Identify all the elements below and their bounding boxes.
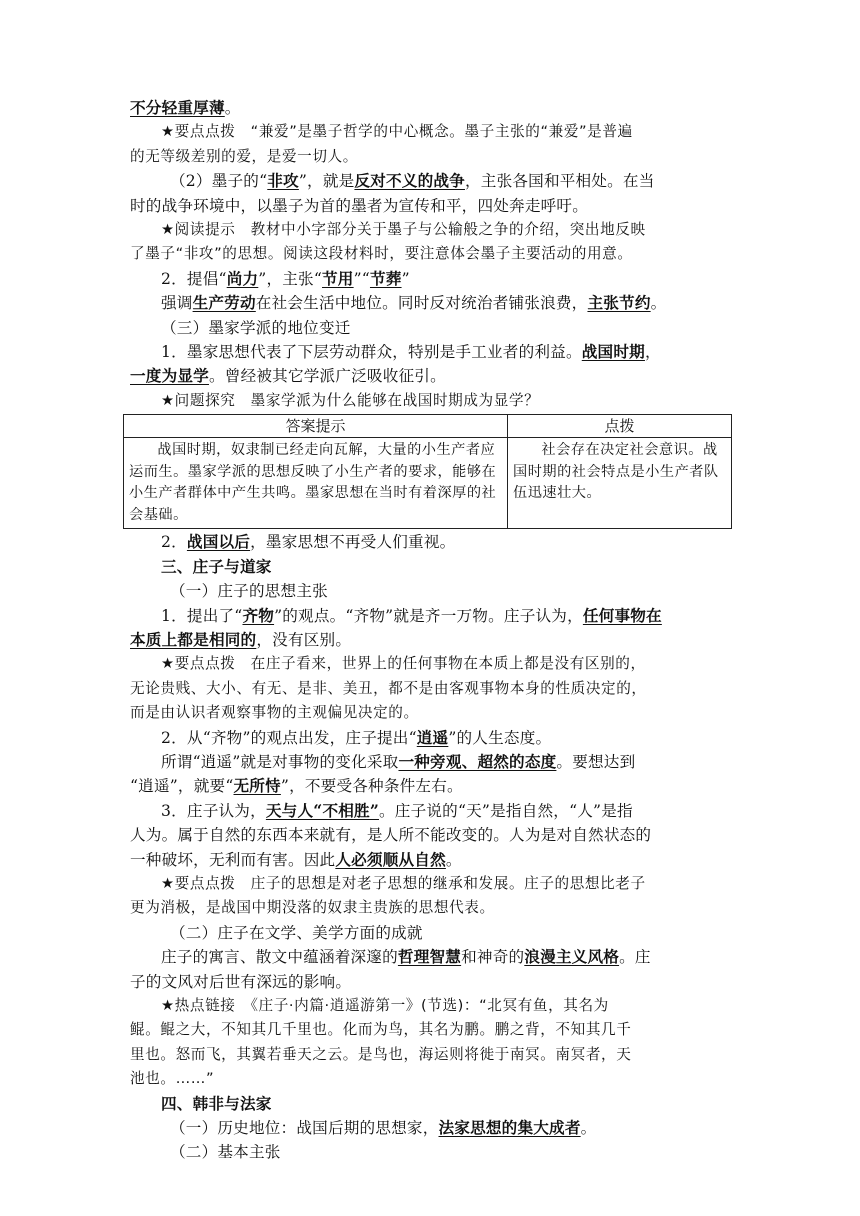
tip-line: 了墨子“非攻”的思想。阅读这段材料时，要注意体会墨子主要活动的用意。: [130, 245, 633, 263]
section-heading: （三）墨家学派的地位变迁: [161, 318, 351, 337]
paragraph-line: 2．提倡“尚力”，主张“节用”“节葬”: [161, 268, 410, 288]
quote-line: 鲲。鲲之大，不知其几千里也。化而为鸟，其名为鹏。鹏之背，不知其几千: [130, 1021, 632, 1039]
key-point: 法家思想的集大成者: [438, 1118, 581, 1138]
key-point: 一种旁观、超然的态度: [398, 751, 557, 771]
subsection-heading: （一）庄子的思想主张: [170, 582, 328, 601]
quote-line: 池也。……”: [130, 1070, 215, 1088]
tip-line: 的无等级差别的爱，是爱一切人。: [130, 147, 358, 165]
tip-line: ★要点点拨 在庄子看来，世界上的任何事物在本质上都是没有区别的，: [161, 655, 646, 673]
tip-line: 而是由认识者观察事物的主观偏见决定的。: [130, 704, 419, 722]
tip-cell: 社会存在决定社会意识。战国时期的社会特点是小生产者队伍迅速壮大。: [508, 438, 732, 529]
paragraph-line: 1．墨家思想代表了下层劳动群众，特别是手工业者的利益。战国时期，: [161, 342, 661, 362]
tip-line: 更为消极，是战国中期没落的奴隶主贵族的思想代表。: [130, 899, 495, 917]
paragraph-line: （2）墨子的“非攻”，就是反对不义的战争，主张各国和平相处。在当: [170, 171, 655, 191]
quote-line: ★热点链接 《庄子·内篇·逍遥游第一》(节选)：“北冥有鱼，其名为: [161, 997, 609, 1014]
paragraph-line: 人为。属于自然的东西本来就有，是人所不能改变的。人为是对自然状态的: [130, 826, 652, 845]
paragraph-line: 强调生产劳动在社会生活中地位。同时反对统治者铺张浪费，主张节约。: [161, 293, 667, 313]
table-header: 答案提示: [124, 415, 508, 438]
key-point: 生产劳动: [192, 293, 256, 313]
question-line: ★问题探究 墨家学派为什么能够在战国时期成为显学？: [161, 391, 540, 409]
key-point: 一度为显学: [130, 366, 209, 386]
key-point: 反对不义的战争: [354, 171, 465, 191]
paragraph-line: 时的战争环境中，以墨子为首的墨者为宣传和平，四处奔走呼吁。: [130, 196, 589, 215]
key-point: 节葬: [369, 268, 402, 288]
key-point: 浪漫主义风格: [524, 947, 620, 967]
key-point: 主张节约: [587, 293, 651, 313]
paragraph-line: （一）历史地位：战国后期的思想家，法家思想的集大成者。: [170, 1118, 597, 1138]
key-point: 尚力: [226, 268, 259, 288]
key-point: 非攻: [267, 171, 299, 191]
quote-line: 里也。怒而飞，其翼若垂天之云。是鸟也，海运则将徙于南冥。南冥者，天: [130, 1045, 632, 1063]
key-point: 逍遥: [416, 727, 449, 747]
section-heading: 四、韩非与法家: [161, 1093, 272, 1113]
paragraph-line: “逍遥”，就要“无所恃”，不要受各种条件左右。: [130, 776, 463, 796]
key-point: 天与人“不相胜”: [265, 800, 379, 820]
paragraph-line: 2．战国以后，墨家思想不再受人们重视。: [161, 532, 456, 552]
table-header: 点拨: [508, 415, 732, 438]
key-point: 节用: [322, 268, 354, 288]
tip-line: ★阅读提示 教材中小字部分关于墨子与公输般之争的介绍，突出地反映: [161, 221, 646, 239]
subsection-heading: （二）庄子在文学、美学方面的成就: [170, 923, 423, 942]
qa-table: [123, 414, 732, 529]
key-point: 齐物: [242, 605, 275, 625]
key-point: 战国以后: [186, 532, 251, 552]
key-point: 哲理智慧: [397, 947, 462, 967]
paragraph-line: 子的文风对后世有深远的影响。: [130, 972, 352, 991]
paragraph-line: 1．提出了“齐物”的观点。“齐物”就是齐一万物。庄子认为，任何事物在: [161, 605, 662, 625]
paragraph-line: 本质上都是相同的，没有区别。: [130, 629, 352, 649]
tip-line: 无论贵贱、大小、有无、是非、美丑，都不是由客观事物本身的性质决定的，: [130, 679, 647, 697]
key-point: 任何事物在: [582, 605, 662, 625]
answer-cell: 战国时期，奴隶制已经走向瓦解，大量的小生产者应运而生。墨家学派的思想反映了小生产者的要求，能够在小生产者群体中产生共鸣。墨家思想在当时有着深厚的社会基础。: [124, 438, 508, 529]
paragraph-line: 庄子的寓言、散文中蕴涵着深邃的哲理智慧和神奇的浪漫主义风格。庄: [161, 947, 651, 967]
paragraph-line: 3．庄子认为，天与人“不相胜”。庄子说的“天”是指自然，“人”是指: [161, 800, 633, 820]
document-page: [130, 96, 730, 1165]
paragraph-line: 2．从“齐物”的观点出发，庄子提出“逍遥”的人生态度。: [161, 727, 552, 747]
tip-line: ★要点点拨 “兼爱”是墨子哲学的中心概念。墨子主张的“兼爱”是普遍: [161, 123, 633, 141]
key-point: 无所恃: [233, 776, 281, 796]
tip-line: ★要点点拨 庄子的思想是对老子思想的继承和发展。庄子的思想比老子: [161, 874, 646, 892]
key-point: 人必须顺从自然: [335, 849, 446, 869]
paragraph-line: 不分轻重厚薄。: [130, 98, 241, 117]
paragraph-line: 一度为显学。曾经被其它学派广泛吸收征引。: [130, 366, 446, 386]
key-point: 不分轻重厚薄: [130, 98, 225, 117]
paragraph-line: 一种破坏，无利而有害。因此人必须顺从自然。: [130, 849, 462, 869]
paragraph-line: 所谓“逍遥”就是对事物的变化采取一种旁观、超然的态度。要想达到: [161, 751, 636, 771]
section-heading: 三、庄子与道家: [161, 556, 272, 576]
subsection-heading: （二）基本主张: [170, 1143, 281, 1162]
key-point: 本质上都是相同的: [130, 629, 257, 649]
key-point: 战国时期: [581, 342, 645, 362]
